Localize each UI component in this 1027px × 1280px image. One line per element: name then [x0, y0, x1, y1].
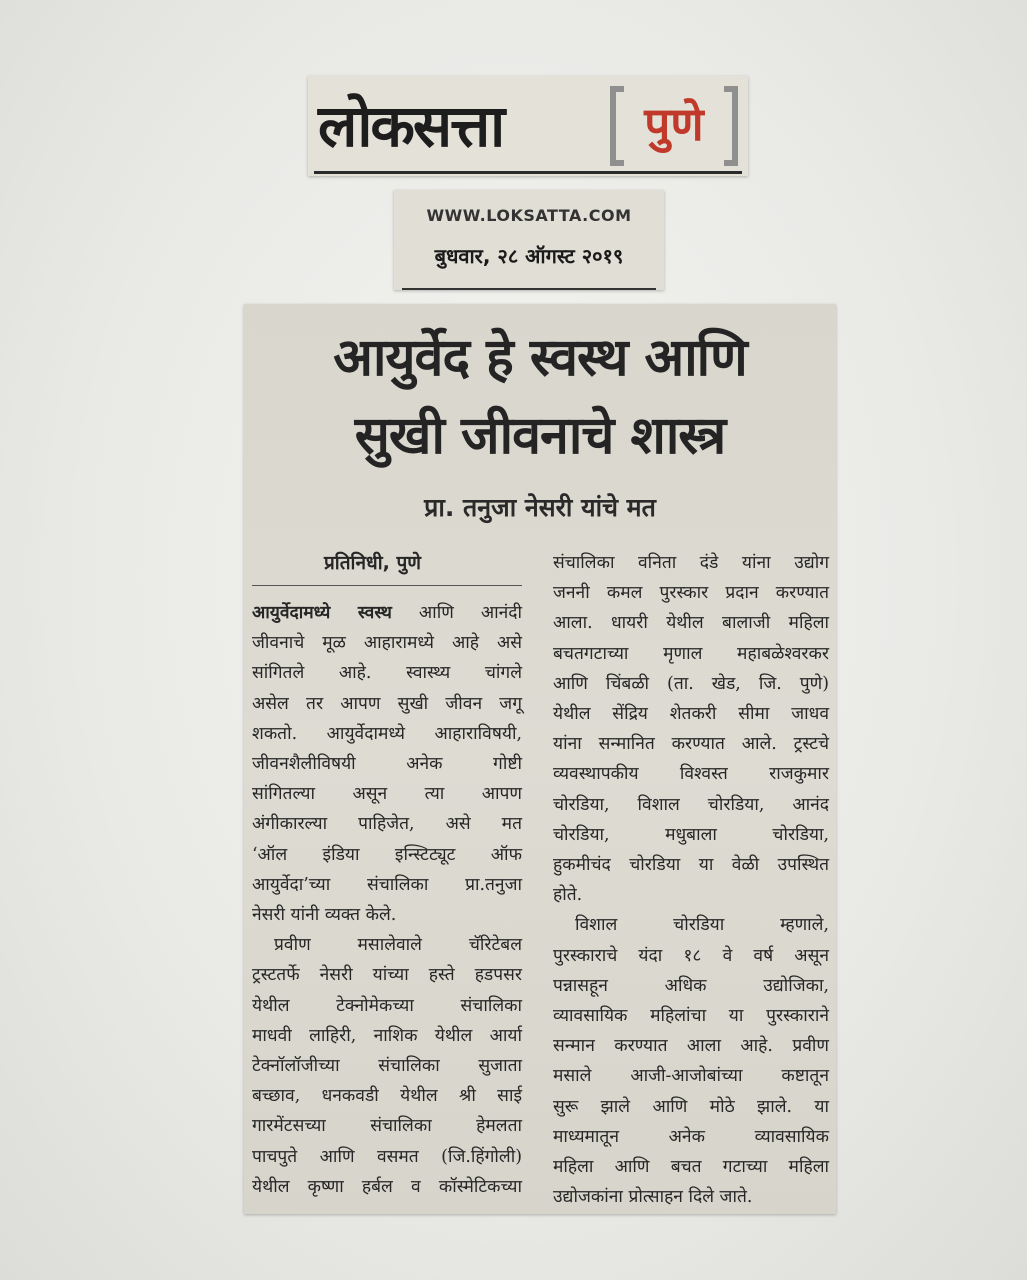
text-line: माधवी लाहिरी, नाशिक येथील आर्या — [252, 1025, 522, 1046]
text-line: यांना सन्मानित करण्यात आले. ट्रस्टचे — [553, 734, 829, 755]
text-line: सांगितले आहे. स्वास्थ्य चांगले — [252, 663, 522, 684]
newspaper-name: लोकसत्ता — [318, 92, 504, 160]
text-line: ट्रस्टतर्फे नेसरी यांच्या हस्ते हडपसर — [252, 965, 522, 986]
edition-bracket — [610, 86, 738, 166]
text-line: व्यवस्थापकीय विश्वस्त राजकुमार — [553, 764, 829, 785]
text-line: अंगीकारल्या पाहिजेत, असे मत — [252, 814, 522, 835]
text-line: आयुर्वेदामध्ये स्वस्थ आणि आनंदी — [252, 603, 523, 623]
article-column-2 — [553, 548, 829, 1212]
text-line: आणि चिंबळी (ता. खेड, जि. पुणे) — [553, 673, 829, 694]
text-line: पन्नासहून अधिक उद्योजिका, — [553, 975, 829, 996]
text-line: सन्मान करण्यात आला आहे. प्रवीण — [553, 1036, 829, 1057]
text-line: जीवनाचे मूळ आहारामध्ये आहे असे — [252, 633, 522, 654]
text-line: विशाल चोरडिया म्हणाले, — [575, 915, 829, 936]
text-line: असेल तर आपण सुखी जीवन जगू — [252, 693, 522, 714]
text-line: सांगितल्या असून त्या आपण — [252, 784, 522, 805]
text-line: उद्योजकांना प्रोत्साहन दिले जाते. — [553, 1187, 753, 1208]
text-line: येथील कृष्णा हर्बल व कॉस्मेटिकच्या — [252, 1176, 522, 1197]
article-column-1 — [252, 598, 522, 1202]
text-line: चोरडिया, मधुबाला चोरडिया, — [553, 824, 829, 845]
subheadline: प्रा. तनुजा नेसरी यांचे मत — [424, 493, 656, 522]
text-line: प्रवीण मसालेवाले चॅरिटेबल — [274, 935, 522, 956]
text-line: बच्छाव, धनकवडी येथील श्री साई — [252, 1086, 522, 1107]
article-clip — [244, 304, 836, 1214]
text-line: पुरस्काराचे यंदा १८ वे वर्ष असून — [553, 945, 829, 966]
text-line: व्यावसायिक महिलांचा या पुरस्काराने — [553, 1006, 829, 1027]
edition-city: पुणे — [644, 97, 704, 151]
text-line: येथील टेक्नोमेकच्या संचालिका — [252, 995, 522, 1016]
dateline-rule — [402, 288, 656, 290]
text-line: आला. धायरी येथील बालाजी महिला — [553, 613, 829, 634]
text-line: जननी कमल पुरस्कार प्रदान करण्यात — [553, 583, 829, 604]
dateline-clip — [394, 190, 664, 290]
text-line: नेसरी यांनी व्यक्त केले. — [252, 905, 397, 926]
masthead — [308, 76, 748, 176]
website-url: WWW.LOKSATTA.COM — [426, 206, 632, 225]
text-line: जीवनशैलीविषयी अनेक गोष्टी — [252, 754, 522, 775]
text-line: मसाले आजी-आजोबांच्या कष्टातून — [553, 1066, 829, 1087]
lead-bold: आयुर्वेदामध्ये स्वस्थ — [252, 603, 392, 623]
text-line: टेक्नॉलॉजीच्या संचालिका सुजाता — [252, 1056, 522, 1077]
text-line: हुकमीचंद चोरडिया या वेळी उपस्थित — [553, 855, 829, 876]
text-line: ‘ऑल इंडिया इन्स्टिट्यूट ऑफ — [252, 844, 522, 865]
text-line: येथील सेंद्रिय शेतकरी सीमा जाधव — [553, 704, 829, 725]
byline-rule — [252, 585, 522, 586]
text-line: पाचपुते आणि वसमत (जि.हिंगोली) — [252, 1146, 522, 1167]
text-line: संचालिका वनिता दंडे यांना उद्योग — [553, 553, 829, 573]
headline-line-2: सुखी जीवनाचे शास्त्र — [354, 406, 726, 466]
text-line: माध्यमातून अनेक व्यावसायिक — [553, 1126, 829, 1147]
text-line: होते. — [553, 885, 583, 906]
text-line: महिला आणि बचत गटाच्या महिला — [553, 1157, 829, 1178]
text-line: सुरू झाले आणि मोठे झाले. या — [553, 1096, 829, 1117]
headline-line-1: आयुर्वेद हे स्वस्थ आणि — [333, 328, 747, 388]
text-line: चोरडिया, विशाल चोरडिया, आनंद — [553, 794, 829, 815]
byline: प्रतिनिधी, पुणे — [324, 552, 421, 574]
text-line: शकतो. आयुर्वेदामध्ये आहाराविषयी, — [252, 723, 522, 744]
text-line: आयुर्वेदा’च्या संचालिका प्रा.तनुजा — [252, 874, 522, 895]
text-line: गारमेंटसच्या संचालिका हेमलता — [252, 1116, 522, 1137]
masthead-rule — [314, 171, 742, 174]
text-line: बचतगटाच्या मृणाल महाबळेश्वरकर — [553, 643, 829, 664]
publication-date: बुधवार, २८ ऑगस्ट २०१९ — [434, 244, 624, 268]
